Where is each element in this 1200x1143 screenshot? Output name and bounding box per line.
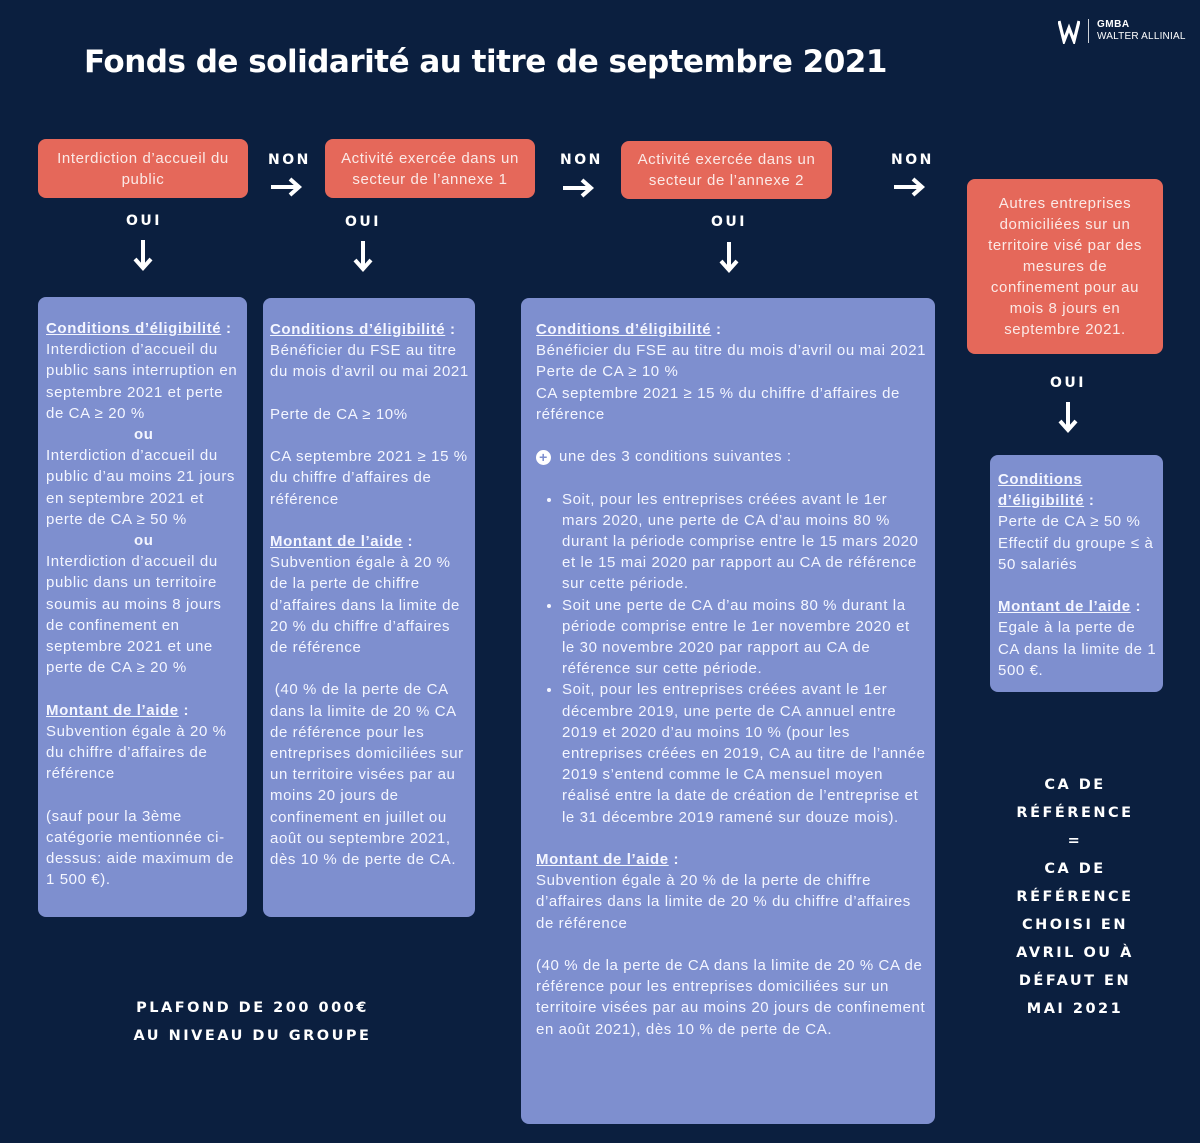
ca-reference-note: CA DE RÉFÉRENCE = CA DE RÉFÉRENCE CHOISI EN AVRIL OU À DÉFAUT EN MAI 2021	[1016, 777, 1134, 1017]
logo	[1058, 18, 1186, 44]
montant-text: Subvention égale à 20 % de la perte de chiffre d’affaires dans la limite de 20 % du chiffre d’affaires de référence	[270, 554, 460, 656]
ou-separator: ou	[134, 426, 154, 444]
question-box-accueil: Interdiction d’accueil du public	[38, 139, 248, 198]
plus-icon: +	[536, 450, 551, 465]
ou-separator: ou	[134, 532, 154, 550]
condition-text: Bénéficier du FSE au titre du mois d’avril ou mai 2021	[270, 342, 469, 381]
condition-text: Perte de CA ≥ 10 %	[536, 363, 679, 381]
oui-label-3: OUI	[711, 214, 747, 230]
question-box-autres: Autres entreprises domiciliées sur un territoire visé par des mesures de confinement pour au mois 8 jours en septembre 2021.	[967, 179, 1163, 354]
card-annexe-1: Conditions d’éligibilité : Bénéficier du FSE au titre du mois d’avril ou mai 2021 Perte de CA ≥ 10% CA septembre 2021 ≥ 15 % du chiffre d’affaires de référence Montant de l’aide : Subvention égale à 20 % de la perte de chiffre d’affaires dans la limite de 20 % du chiffre d’affaires de référence (40 % de la perte de CA dans la limite de 20 % CA de référence pour les entreprises domiciliées sur un territoire visées par au moins 20 jours de confinement en juillet ou août ou septembre 2021, dès 10 % de perte de CA.	[263, 298, 475, 917]
non-label-3: NON	[891, 152, 934, 168]
condition-text: CA septembre 2021 ≥ 15 % du chiffre d’affaires de référence	[536, 384, 900, 423]
logo-line-2: WALTER ALLINIAL	[1097, 31, 1186, 42]
card-accueil: Conditions d’éligibilité : Interdiction d’accueil du public sans interruption en septembre 2021 et perte de CA ≥ 20 % ou Interdiction d’accueil du public d’au moins 21 jours en septembre 2021 et perte de CA ≥ 50 % ou Interdiction d’accueil du public dans un territoire soumis au moins 8 jours de confinement en septembre 2021 et une perte de CA ≥ 20 % Montant de l’aide : Subvention égale à 20 % du chiffre d’affaires de référence (sauf pour la 3ème catégorie mentionnée ci-dessus: aide maximum de 1 500 €).	[38, 297, 247, 917]
question-box-annexe-2: Activité exercée dans un secteur de l’annexe 2	[621, 141, 832, 199]
page-title: Fonds de solidarité au titre de septembre 2021	[84, 44, 887, 80]
montant-text: Subvention égale à 20 % du chiffre d’affaires de référence	[46, 722, 227, 783]
conditions-list	[536, 489, 927, 828]
arrow-right-icon	[269, 176, 305, 198]
montant-note: (40 % de la perte de CA dans la limite de 20 % CA de référence pour les entreprises domiciliées sur un territoire visées par au moins 20 jours de confinement en août 2021), dès 10 % de perte de CA.	[536, 957, 926, 1038]
conditions-heading: Conditions d’éligibilité	[536, 321, 712, 338]
montant-text: Subvention égale à 20 % de la perte de chiffre d’affaires dans la limite de 20 % du chiffre d’affaires de référence	[536, 872, 911, 932]
montant-heading: Montant de l’aide	[536, 851, 669, 869]
montant-text: Egale à la perte de CA dans la limite de 1 500 €.	[998, 619, 1157, 679]
list-item: • Soit, pour les entreprises créées avant le 1er mars 2020, une perte de CA d’au moins 80 % durant la période comprise entre le 15 mars 2020 et le 15 mai 2020 par rapport au CA de référence sur cette période.	[562, 489, 927, 595]
conditions-heading: Conditions d’éligibilité	[46, 320, 222, 337]
condition-text: Effectif du groupe ≤ à 50 salariés	[998, 534, 1154, 573]
montant-heading: Montant de l’aide	[998, 598, 1131, 616]
non-label-2: NON	[560, 152, 603, 168]
condition-text: Interdiction d’accueil du public dans un territoire soumis au moins 8 jours de confinement en septembre 2021 et une perte de CA ≥ 20 %	[46, 553, 222, 677]
plafond-note: PLAFOND DE 200 000€ AU NIVEAU DU GROUPE	[133, 1000, 372, 1044]
condition-text: CA septembre 2021 ≥ 15 % du chiffre d’affaires de référence	[270, 448, 468, 508]
arrow-down-icon	[717, 240, 741, 276]
conditions-heading: Conditions d’éligibilité	[998, 471, 1085, 510]
montant-note: (40 % de la perte de CA dans la limite de 20 % CA de référence pour les entreprises domiciliées sur un territoire visées par au moins 20 jours de confinement en juillet ou août ou septembre 2021, dès 10 % de perte de CA.	[270, 681, 469, 869]
condition-text: Bénéficier du FSE au titre du mois d’avril ou mai 2021	[536, 342, 927, 360]
condition-text: Perte de CA ≥ 50 %	[998, 513, 1141, 531]
oui-label-2: OUI	[345, 214, 381, 230]
conditions-heading: Conditions d’éligibilité	[270, 321, 446, 338]
montant-heading: Montant de l’aide	[46, 701, 179, 719]
list-item: • Soit, pour les entreprises créées avant le 1er décembre 2019, une perte de CA annuel entre 2019 et 2020 d’au moins 10 % (pour les entreprises créées en 2019, CA au titre de l’année 2019 s’entend comme le CA mensuel moyen réalisé entre la date de création de l’entreprise et le 31 décembre 2019 ramené sur douze mois).	[562, 679, 927, 827]
oui-label-1: OUI	[126, 213, 162, 229]
card-autres: Conditions d’éligibilité : Perte de CA ≥ 50 % Effectif du groupe ≤ à 50 salariés Montant de l’aide : Egale à la perte de CA dans la limite de 1 500 €.	[990, 455, 1163, 692]
oui-label-4: OUI	[1050, 375, 1086, 391]
condition-text: Perte de CA ≥ 10%	[270, 405, 408, 423]
arrow-right-icon	[892, 176, 928, 198]
condition-text: Interdiction d’accueil du public sans interruption en septembre 2021 et perte de CA ≥ 20 %	[46, 341, 238, 422]
montant-heading: Montant de l’aide	[270, 532, 403, 550]
plus-text: une des 3 conditions suivantes :	[559, 448, 792, 466]
logo-divider	[1088, 19, 1089, 43]
logo-line-1: GMBA	[1097, 19, 1130, 30]
condition-text: Interdiction d’accueil du public d’au moins 21 jours en septembre 2021 et perte de CA ≥ 50 %	[46, 447, 236, 528]
arrow-down-icon	[131, 238, 155, 274]
card-annexe-2: Conditions d’éligibilité : Bénéficier du FSE au titre du mois d’avril ou mai 2021 Perte de CA ≥ 10 % CA septembre 2021 ≥ 15 % du chiffre d’affaires de référence + une des 3 conditions suivantes : • Soit, pour les entreprises créées avant le 1er mars 2020, une perte de CA d’au moins 80 % durant la période comprise entre le 15 mars 2020 et le 15 mai 2020 par rapport au CA de référence sur cette période. • Soit une perte de CA d’au moins 80 % durant la période comprise entre le 1er novembre 2020 et le 30 novembre 2020 par rapport au CA de référence sur cette période. • Soit, pour les entreprises créées avant le 1er décembre 2019, une perte de CA annuel entre 2019 et 2020 d’au moins 10 % (pour les entreprises créées en 2019, CA au titre de l’année 2019 s’entend comme le CA mensuel moyen réalisé entre la date de création de l’entreprise et le 31 décembre 2019 ramené sur douze mois). Montant de l’aide : Subvention égale à 20 % de la perte de chiffre d’affaires dans la limite de 20 % du chiffre d’affaires de référence (40 % de la perte de CA dans la limite de 20 % CA de référence pour les entreprises domiciliées sur un territoire visées par au moins 20 jours de confinement en août 2021), dès 10 % de perte de CA.	[521, 298, 935, 1124]
arrow-down-icon	[351, 239, 375, 275]
w-logo-icon	[1058, 18, 1080, 44]
arrow-right-icon	[561, 177, 597, 199]
non-label-1: NON	[268, 152, 311, 168]
question-box-annexe-1: Activité exercée dans un secteur de l’annexe 1	[325, 139, 535, 198]
list-item: • Soit une perte de CA d’au moins 80 % durant la période comprise entre le 1er novembre 2020 et le 30 novembre 2020 par rapport au CA de référence sur cette période.	[562, 595, 927, 680]
arrow-down-icon	[1056, 400, 1080, 436]
montant-note: (sauf pour la 3ème catégorie mentionnée ci-dessus: aide maximum de 1 500 €).	[46, 807, 235, 889]
